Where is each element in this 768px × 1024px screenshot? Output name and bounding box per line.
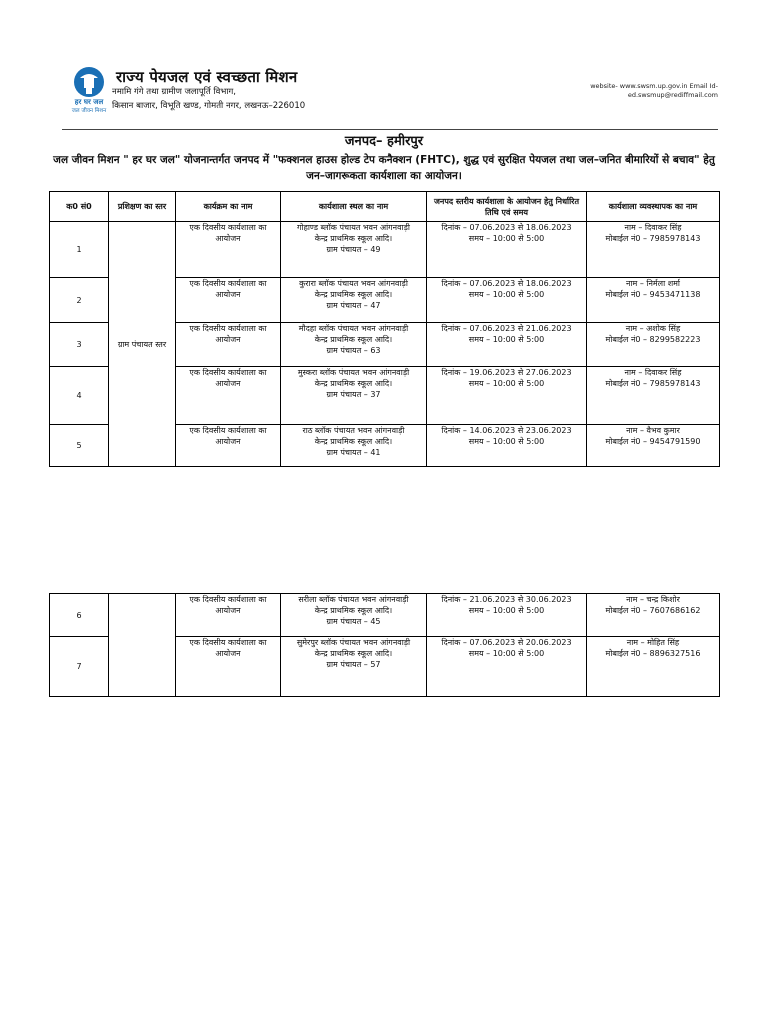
header-divider (62, 129, 718, 130)
jal-jeevan-mission-logo (66, 64, 112, 114)
row-venue: गोहाण्ड ब्लॉक पंचायत भवन आंगनवाड़ी केन्द्र प्राथमिक स्कूल आदि। ग्राम पंचायत – 49 (281, 222, 427, 278)
row-program: एक दिवसीय कार्यशाला का आयोजन (176, 594, 281, 637)
row-venue: राठ ब्लॉक पंचायत भवन आंगनवाड़ी केन्द्र प्राथमिक स्कूल आदि। ग्राम पंचायत – 41 (281, 425, 427, 467)
row-sno: 2 (50, 278, 109, 323)
org-address: किसान बाजार, विभूति खण्ड, गोमती नगर, लखनऊ–226010 (112, 101, 306, 111)
row-date: दिनांक – 07.06.2023 से 20.06.2023 समय – 10:00 से 5:00 (427, 637, 587, 697)
row-date: दिनांक – 07.06.2023 से 18.06.2023 समय – 10:00 से 5:00 (427, 222, 587, 278)
org-title: राज्य पेयजल एवं स्वच्छता मिशन (116, 68, 298, 86)
table-row (50, 222, 720, 278)
row-manager: नाम – निर्मला शर्मा मोबाईल नं0 – 9453471138 (587, 278, 720, 323)
row-date: दिनांक – 19.06.2023 से 27.06.2023 समय – 10:00 से 5:00 (427, 367, 587, 425)
workshop-table (49, 191, 720, 467)
subject-text: जल जीवन मिशन " हर घर जल" योजनान्तर्गत जनपद में "फक्शनल हाउस होल्ड टेप कनैक्शन (FHTC), शुद्ध एवं सुरक्षित पेयजल तथा जल–जनित बीमारियों से बचाव" हेतु जन–जागरूकता कार्यशाला का आयोजन। (53, 154, 715, 182)
table-row (50, 594, 720, 637)
row-venue: सुमेरपुर ब्लॉक पंचायत भवन आंगनवाड़ी केन्द्र प्राथमिक स्कूल आदि। ग्राम पंचायत – 57 (281, 637, 427, 697)
row-program: एक दिवसीय कार्यशाला का आयोजन (176, 425, 281, 467)
header-level: प्रशिक्षण का स्तर (109, 192, 176, 222)
header-sno: क0 सं0 (50, 192, 109, 222)
row-venue: मुस्करा ब्लॉक पंचायत भवन आंगनवाड़ी केन्द्र प्राथमिक स्कूल आदि। ग्राम पंचायत – 37 (281, 367, 427, 425)
row-sno: 7 (50, 637, 109, 697)
row-program: एक दिवसीय कार्यशाला का आयोजन (176, 278, 281, 323)
row-date: दिनांक – 21.06.2023 से 30.06.2023 समय – 10:00 से 5:00 (427, 594, 587, 637)
row-date: दिनांक – 14.06.2023 से 23.06.2023 समय – 10:00 से 5:00 (427, 425, 587, 467)
level-cell (109, 594, 176, 697)
header-manager: कार्यशाला व्यवस्थापक का नाम (587, 192, 720, 222)
table-header-row (50, 192, 720, 222)
row-manager: नाम – दिवाकर सिंह मोबाईल नं0 – 7985978143 (587, 367, 720, 425)
header-program: कार्यक्रम का नाम (176, 192, 281, 222)
svg-text:जल जीवन मिशन: जल जीवन मिशन (71, 108, 107, 114)
contact-website[interactable]: website- www.swsm.up.gov.in Email Id- (590, 82, 718, 90)
row-venue: मौदहा ब्लॉक पंचायत भवन आंगनवाड़ी केन्द्र प्राथमिक स्कूल आदि। ग्राम पंचायत – 63 (281, 323, 427, 367)
row-manager: नाम – वैभव कुमार मोबाईल नं0 – 9454791590 (587, 425, 720, 467)
row-sno: 6 (50, 594, 109, 637)
row-sno: 5 (50, 425, 109, 467)
header-date: जनपद स्तरीय कार्यशाला के आयोजन हेतु निर्धारित तिथि एवं समय (427, 192, 587, 222)
row-manager: नाम – चन्द्र किशोर मोबाईल नं0 – 7607686162 (587, 594, 720, 637)
row-venue: सरीला ब्लॉक पंचायत भवन आंगनवाड़ी केन्द्र प्राथमिक स्कूल आदि। ग्राम पंचायत – 45 (281, 594, 427, 637)
svg-text:हर घर जल: हर घर जल (74, 98, 104, 106)
contact-email[interactable]: ed.swsmup@rediffmail.com (627, 91, 718, 99)
row-date: दिनांक – 07.06.2023 से 21.06.2023 समय – 10:00 से 5:00 (427, 323, 587, 367)
row-program: एक दिवसीय कार्यशाला का आयोजन (176, 637, 281, 697)
row-date: दिनांक – 07.06.2023 से 18.06.2023 समय – 10:00 से 5:00 (427, 278, 587, 323)
workshop-table-continued (49, 593, 720, 697)
row-venue: कुरारा ब्लॉक पंचायत भवन आंगनवाड़ी केन्द्र प्राथमिक स्कूल आदि। ग्राम पंचायत – 47 (281, 278, 427, 323)
row-sno: 4 (50, 367, 109, 425)
contact-info (560, 82, 718, 100)
row-sno: 3 (50, 323, 109, 367)
level-cell: ग्राम पंचायत स्तर (109, 222, 176, 467)
header-venue: कार्यशाला स्थल का नाम (281, 192, 427, 222)
row-program: एक दिवसीय कार्यशाला का आयोजन (176, 367, 281, 425)
row-program: एक दिवसीय कार्यशाला का आयोजन (176, 222, 281, 278)
row-program: एक दिवसीय कार्यशाला का आयोजन (176, 323, 281, 367)
row-manager: नाम – दिवाकर सिंह मोबाईल नं0 – 7985978143 (587, 222, 720, 278)
row-manager: नाम – मोहित सिंह मोबाईल नं0 – 8896327516 (587, 637, 720, 697)
org-subtitle: नमामि गंगे तथा ग्रामीण जलापूर्ति विभाग, (112, 87, 237, 97)
district-title: जनपद– हमीरपुर (344, 134, 424, 149)
row-sno: 1 (50, 222, 109, 278)
row-manager: नाम – अशोक सिंह मोबाईल नं0 – 8299582223 (587, 323, 720, 367)
